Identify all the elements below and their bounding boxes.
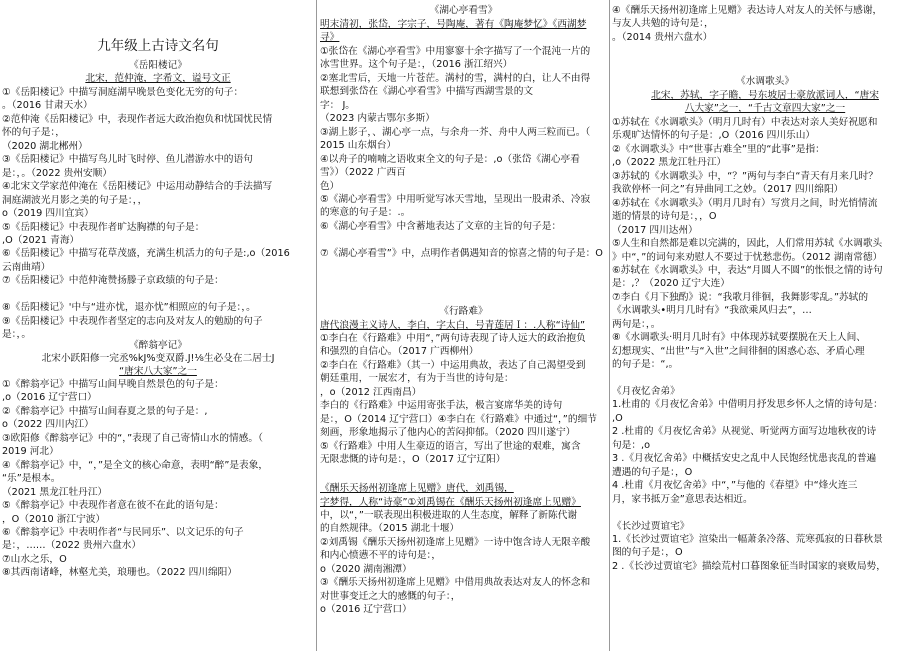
col3-line-11: ,o（2022 黑龙江牡丹江） (612, 157, 727, 169)
col2-line-1: 明末清初，张岱，字宗子，号陶庵，著有《陶庵梦忆》《西湖梦 (320, 19, 587, 30)
col1-line-14: ,O（2021 青海） (2, 234, 80, 246)
col1-line-16: 云南曲靖） (2, 261, 51, 273)
col2-line-12: 雪》）（2022 广西百 (320, 167, 406, 179)
col3-line-35: 4 .杜甫《月夜忆舍弟》中“，”与他的《春望》中“烽火连三 (612, 480, 858, 492)
col3-line-28: 《月夜忆舍弟》 (612, 386, 680, 397)
col1-line-27: ,o（2016 辽宁营口） (2, 392, 97, 404)
col1-line-29: o（2022 四川内江） (2, 419, 94, 431)
column-divider-left (316, 0, 317, 651)
col1-line-12: o（2019 四川宜宾） (2, 208, 94, 220)
col3-line-7: 八大家”之一，“千古文章四大家”之一 (684, 103, 846, 114)
col2-line-29: 是：，O（2014 辽宁营口）④李白在《行路难》中通过“，”的细节 (320, 413, 597, 425)
col3-line-5: 《水调歌头》 (735, 76, 795, 87)
middle-column (320, 0, 607, 651)
col1-line-32: ④《醉翁亭记》中，“，”是全文的核心命意，表明“醉”是表象， (2, 459, 269, 471)
col1-line-11: 洞庭湖波光月影之美的句子是：，， (2, 194, 148, 206)
col3-line-32: 句是：,o (612, 439, 651, 451)
col1-line-23: 《醉翁亭记》 (128, 340, 188, 351)
col1-line-1: 《岳阳楼记》 (128, 60, 188, 71)
col1-line-37: ⑥《醉翁亭记》中表明作者“与民同乐”、以文记乐的句子 (2, 526, 244, 538)
col3-line-18: 》中“，”的词句来劝慰人不要过于忧愁悲伤。（2012 湖南常德） (612, 251, 883, 263)
col2-line-18: ⑦《湖心亭看雪”》中，点明作者偶遇知音的惊喜之情的句子是：O (320, 247, 603, 259)
col1-line-39: ⑦山水之乐，O (2, 553, 67, 565)
col3-line-16: （2017 四川达州） (612, 224, 698, 236)
col1-line-28: ②《醉翁亭记》中描写山间春夏之景的句子是：, (2, 405, 208, 417)
col2-line-39: 和内心愤懑不平的诗句是：， (320, 550, 442, 562)
col1-line-2: 北宋，范仲淹，字希文，谥号文正 (85, 73, 231, 84)
col1-line-21: 是：，。 (2, 329, 32, 341)
col3-line-10: ②《水调歌头》中“世事古难全”里的“此事”是指： (612, 143, 825, 155)
col2-line-35: 字梦得，人称“诗豪”①刘禹锡在《酬乐天扬州初逢席上见赠》 (320, 497, 581, 508)
col3-line-0: ④《酬乐天扬州初逢席上见赠》表达诗人对友人的关怀与感谢， (612, 5, 883, 16)
col2-line-7: 字： J。 (320, 99, 355, 111)
col2-line-43: o（2016 辽宁营口） (320, 604, 412, 616)
col1-line-34: （2021 黑龙江牡丹江） (2, 486, 108, 498)
col2-line-30: 刻画，形象地揭示了他内心的苦闷抑郁。（2020 四川遂宁） (320, 427, 576, 439)
col3-line-15: 逝的情景的诗句是：，，O (612, 211, 717, 223)
col3-line-20: 是：,？（2020 辽宁大连） (612, 278, 730, 290)
col1-line-13: ⑤《岳阳楼记》中表现作者旷达胸襟的句子是： (2, 221, 205, 233)
col3-line-1: 与友人共勉的诗句是：， (612, 18, 714, 30)
col1-line-20: ⑨《岳阳楼记》中表现作者坚定的志向及对友人的勉励的句子 (2, 315, 263, 327)
col2-line-3: ①张岱在《湖心亭看雪》中用寥寥十余字描写了一个混沌一片的 (320, 46, 591, 57)
col1-line-9: 是：，。（2022 贵州安顺） (2, 167, 113, 179)
col3-line-12: ③苏轼的《水调歌头》中，“？”两句与李白“青天有月来几时？ (612, 170, 878, 182)
col3-line-17: ⑤人生和自然都是难以完满的，因此，人们常用苏轼《水调歌头 (612, 238, 883, 250)
col2-line-34: 《酬乐天扬州初逢席上见赠》唐代，刘禹锡， (320, 483, 514, 494)
col3-line-2: 。（2014 贵州六盘水） (612, 31, 713, 43)
col2-line-24: 和强烈的自信心。（2017 广西柳州） (320, 346, 479, 358)
col1-line-35: ⑤《醉翁亭记》中表现作者意在彼不在此的语句是： (2, 500, 224, 512)
col2-line-26: 朝廷重用，一展宏才，有为于当世的诗句是： (320, 373, 514, 385)
col1-line-40: ⑧其西南诸峰，林壑尤美，琅珊也。（2022 四川绵阳） (2, 567, 238, 579)
col2-line-21: 《行路难》 (439, 306, 488, 317)
col2-line-6: 联想到张岱在《湖心亭看雪》中描写西湖雪景的文 (320, 86, 534, 98)
col3-line-13: 我欲停杯一问之”有异曲同工之妙。（2017 四川绵阳） (612, 184, 844, 196)
column-divider-right (609, 0, 610, 651)
col1-line-25: “唐宋八大家”之一 (119, 366, 197, 377)
col1-line-33: “乐”是根本。 (2, 473, 61, 485)
col3-line-21: ⑦李白《月下独酌》说：“我歌月徘徊，我舞影零乱。”苏轼的 (612, 291, 869, 303)
col3-line-26: 的句子是：“,。 (612, 359, 679, 371)
col3-line-24: ⑧《水调歌头·明月几时有》中体现苏轼要摆脱在天上人间、 (612, 332, 866, 344)
col1-line-38: 是：，……（2022 贵州六盘水） (2, 540, 142, 552)
col3-line-25: 幻想现实、“出世”与“入世”之间徘徊的困惑心态、矛盾心理 (612, 345, 865, 357)
col3-line-33: 3 .《月夜忆舍弟》中概括安史之乱中人民饱经忧患丧乱的普遍 (612, 453, 877, 465)
col1-line-17: ⑦《岳阳楼记》中范仲淹赞扬滕子京政绩的句子是： (2, 275, 224, 287)
col1-line-26: ①《醉翁亭记》中描写山间早晚自然景色的句子是： (2, 379, 224, 390)
col2-line-41: ③《酬乐天扬州初逢席上见赠》中借用典故表达对友人的怀念和 (320, 577, 591, 589)
col3-line-8: ①苏轼在《水调歌头》（明月几时有）中表达对亲人美好祝愿和 (612, 117, 878, 128)
col2-line-22: 唐代浪漫主义诗人，李白，字太白，号青莲居Ｉ：.人称“诗仙” (320, 320, 585, 331)
col2-line-31: ⑤《行路难》中用人生豪迈的语言，写出了世途的艰难，寓含 (320, 440, 581, 452)
col2-line-14: ⑤《湖心亭看雪》中用听觉写冰天雪地，呈现出一股肃杀、冷寂 (320, 193, 591, 205)
right-column (612, 0, 918, 651)
col1-line-5: ②范仲淹《岳阳楼记》中，表现作者远大政治抱负和忧国忧民情 (2, 113, 273, 125)
col2-line-11: ④以舟子的喃喃之语收束全文的句子是：,o（张岱《湖心亭看 (320, 153, 580, 165)
col3-line-6: 北宋，苏轼，字子瞻，号东坡居士豪放派词人，“唐宋 (651, 90, 879, 101)
col3-line-34: 遭遇的句子是：，O (612, 466, 693, 478)
col3-line-39: 1.《长沙过贾谊宅》渲染出一幅萧条冷落、荒寒孤寂的日暮秋景 (612, 533, 883, 545)
col2-line-32: 无限悲慨的诗句是：，O（2017 辽宁辽阳） (320, 454, 506, 466)
col2-line-16: ⑥《湖心亭看雪》中含蓄地表达了文章的主旨的句子是： (320, 220, 562, 232)
col3-line-41: 2 .《长沙过贾谊宅》描绘荒村口暮图象征当时国家的衰败局势， (612, 560, 886, 572)
col2-line-37: 的自然规律。（2015 湖北十堰） (320, 523, 460, 535)
col2-line-38: ②刘禹锡《酬乐天扬州初逢席上见赠》一诗中饱含诗人无限辛酸 (320, 536, 591, 548)
col3-line-14: ④苏轼在《水调歌头》（明月几时有）写赏月之间，时光悄情流 (612, 197, 878, 209)
col2-line-15: 的寒意的句子是：.。 (320, 207, 411, 219)
left-column (2, 0, 314, 651)
col3-line-36: 月，家书抵万金”意思表达相近。 (612, 493, 753, 505)
col2-line-40: o（2020 湖南湘潭） (320, 563, 412, 575)
col2-line-28: 李白的《行路难》中运用寄张手法，极言宴席华美的诗句 (320, 400, 563, 412)
col3-line-38: 《长沙过贾谊宅》 (612, 520, 690, 532)
col3-line-23: 两句是：，。 (612, 318, 661, 330)
col2-line-25: ②李白在《行路难》（其一）中运用典故，表达了自己渴望受到 (320, 359, 586, 371)
col2-line-5: ②塞北雪后，天地一片苍茫。满村的雪，满村的白，让人不由得 (320, 72, 591, 84)
col3-line-31: 2 .杜甫的《月夜忆舍弟》从视觉、听觉两方面写边地秋夜的诗 (612, 426, 877, 438)
col2-line-4: 冰雪世界。这个句子是：，（2016 浙江绍兴） (320, 59, 513, 71)
col1-line-8: ③《岳阳楼记》中描写鸟儿时飞时停、鱼儿潜游水中的语句 (2, 154, 253, 166)
col3-line-9: 乐观旷达情怀的句子是：,O（2016 四川乐山） (612, 130, 816, 142)
col1-line-24: 北宋小跃阳修一完丞%kJ%变双爵.J!⅛生必殳在二居士J (41, 353, 275, 364)
col1-line-4: 。（2016 甘肃天水） (2, 100, 93, 112)
col1-line-3: ①《岳阳楼记》中描写洞庭湖早晚景色变化无穷的句子： (2, 87, 244, 98)
col2-line-27: ，o（2012 江西南昌） (320, 386, 422, 398)
col2-line-0: 《湖心亭看雪》 (429, 5, 498, 16)
col2-line-8: （2023 内蒙古鄂尔多斯） (320, 113, 435, 125)
col1-line-31: 2019 河北） (2, 446, 59, 458)
col1-line-19: ⑧《岳阳楼记》'中与“进亦忧，退亦忧”相照应的句子是：，。 (2, 302, 256, 314)
col2-line-23: ①李白在《行路难》中用“，”两句诗表现了诗人远大的政治抱负 (320, 333, 586, 344)
col1-line-30: ③欧阳修《醉翁亭记》中的“，”表现了自己寄情山水的情感。（ (2, 432, 263, 444)
col3-line-40: 图的句子是：，O (612, 547, 683, 559)
col1-line-7: （2020 湖北郴州） (2, 140, 88, 152)
col3-line-30: ,O (612, 412, 623, 424)
col2-line-42: 对世事变迁之大的感慨的句子：， (320, 590, 461, 602)
col1-line-10: ④北宋文学家范仲淹在《岳阳楼记》中运用动静结合的手法描写 (2, 181, 273, 193)
col3-line-22: 《水调歌头•明月几时有》“我欲乘风归去”，… (612, 305, 812, 317)
col1-line-36: ，O（2010 浙江宁波） (2, 513, 106, 525)
col1-line-6: 怀的句子是：， (2, 127, 65, 139)
col2-line-2: 寻》 (320, 32, 340, 43)
col1-line-0: 九年级上古诗文名句 (97, 38, 219, 54)
col2-line-13: 色） (320, 180, 340, 192)
col3-line-29: 1.杜甫的《月夜忆舍弟》中借明月抒发思乡怀人之情的诗句是： (612, 399, 883, 411)
col2-line-9: ③湖上影子，、湖心亭一点，与余舟一芥、舟中人两三粒而已。（ (320, 126, 591, 138)
col2-line-36: 中，以“，”一联表现出积极进取的人生态度，解释了新陈代谢 (320, 510, 578, 521)
col1-line-15: ⑥《岳阳楼记》中描写花草茂盛，充满生机活力的句子是:,o（2016 (2, 248, 290, 260)
col2-line-10: 2015 山东烟台） (320, 140, 397, 152)
col3-line-19: ⑥苏轼在《水调歌头》中，表达“月圆人不圆”的怅恨之情的诗句 (612, 264, 883, 276)
